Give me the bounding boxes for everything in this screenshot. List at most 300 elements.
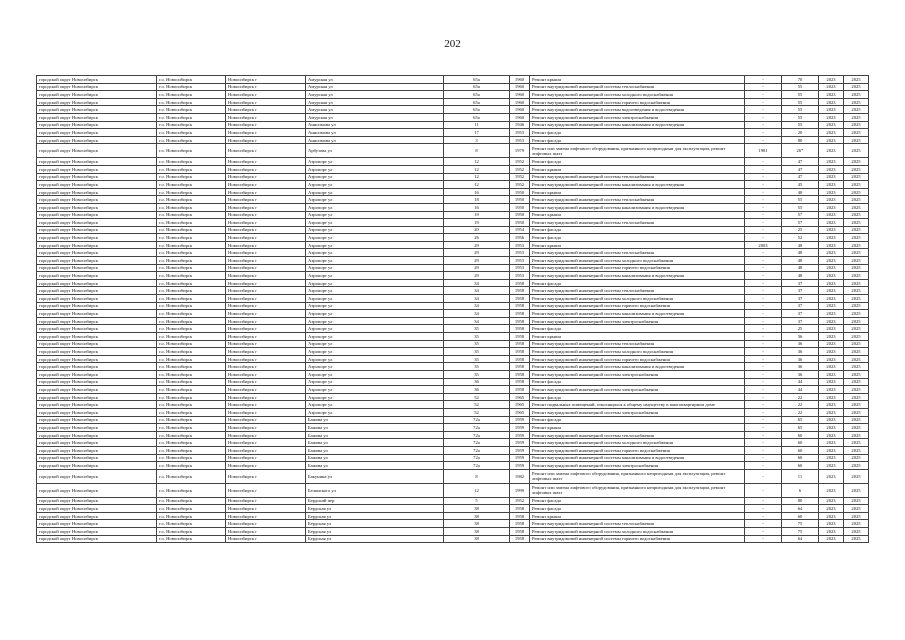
value-cell: 55: [782, 113, 819, 121]
year-from-cell: 2023: [819, 333, 844, 341]
settlement-cell: Новосибирск г: [226, 333, 306, 341]
year-from-cell: 2023: [819, 144, 844, 158]
extra-year-cell: -: [745, 340, 782, 348]
year-to-cell: 2025: [844, 279, 869, 287]
table-row: [37, 386, 869, 394]
extra-year-cell: -: [745, 505, 782, 513]
house-cell: 72а: [444, 424, 510, 432]
table-row: [37, 279, 869, 287]
year-cell: 1953: [510, 257, 530, 265]
house-cell: 52: [444, 401, 510, 409]
year-to-cell: 2025: [844, 129, 869, 137]
year-from-cell: 2023: [819, 226, 844, 234]
municipality-cell: г.о. Новосибирск: [157, 226, 226, 234]
street-cell: Аэропорт ул: [306, 302, 444, 310]
year-from-cell: 2023: [819, 348, 844, 356]
district-cell: городской округ Новосибирск: [37, 219, 157, 227]
house-cell: 65а: [444, 98, 510, 106]
year-from-cell: 2023: [819, 370, 844, 378]
table-row: [37, 431, 869, 439]
work-cell: Ремонт фасада: [530, 378, 745, 386]
value-cell: 70: [782, 76, 819, 84]
house-cell: 29: [444, 257, 510, 265]
work-cell: Ремонт фасада: [530, 325, 745, 333]
table-row: [37, 520, 869, 528]
table-row: [37, 340, 869, 348]
table-row: [37, 439, 869, 447]
work-cell: Ремонт внутридомовой инженерной системы теплоснабжения: [530, 340, 745, 348]
extra-year-cell: -: [745, 497, 782, 505]
table-row: [37, 287, 869, 295]
street-cell: Аэропорт ул: [306, 196, 444, 204]
settlement-cell: Новосибирск г: [226, 234, 306, 242]
year-from-cell: 2023: [819, 378, 844, 386]
settlement-cell: Новосибирск г: [226, 91, 306, 99]
extra-year-cell: -: [745, 287, 782, 295]
value-cell: 55: [782, 98, 819, 106]
extra-year-cell: -: [745, 483, 782, 497]
year-cell: 1958: [510, 295, 530, 303]
street-cell: Аэропорт ул: [306, 249, 444, 257]
extra-year-cell: -: [745, 520, 782, 528]
house-cell: 34: [444, 279, 510, 287]
settlement-cell: Новосибирск г: [226, 295, 306, 303]
work-cell: Ремонт внутридомовой инженерной системы канализования и водоотведения: [530, 181, 745, 189]
street-cell: Бажова ул: [306, 424, 444, 432]
house-cell: 8: [444, 469, 510, 483]
settlement-cell: Новосибирск г: [226, 129, 306, 137]
year-to-cell: 2025: [844, 355, 869, 363]
value-cell: 47: [782, 158, 819, 166]
value-cell: 52: [782, 234, 819, 242]
extra-year-cell: -: [745, 512, 782, 520]
work-cell: Ремонт фасада: [530, 226, 745, 234]
municipality-cell: г.о. Новосибирск: [157, 234, 226, 242]
street-cell: Аэропорт ул: [306, 158, 444, 166]
settlement-cell: Новосибирск г: [226, 408, 306, 416]
street-cell: Бажова ул: [306, 431, 444, 439]
extra-year-cell: -: [745, 424, 782, 432]
street-cell: Бердская ул: [306, 505, 444, 513]
municipality-cell: г.о. Новосибирск: [157, 76, 226, 84]
district-cell: городской округ Новосибирск: [37, 181, 157, 189]
municipality-cell: г.о. Новосибирск: [157, 446, 226, 454]
year-cell: 1960: [510, 113, 530, 121]
extra-year-cell: -: [745, 264, 782, 272]
value-cell: 44: [782, 378, 819, 386]
house-cell: 29: [444, 272, 510, 280]
year-cell: 1959: [510, 462, 530, 470]
street-cell: Аэропорт ул: [306, 310, 444, 318]
district-cell: городской округ Новосибирск: [37, 512, 157, 520]
year-cell: 1950: [510, 188, 530, 196]
year-to-cell: 2025: [844, 98, 869, 106]
district-cell: городской округ Новосибирск: [37, 287, 157, 295]
year-cell: 1950: [510, 203, 530, 211]
house-cell: 5: [444, 497, 510, 505]
work-cell: Ремонт внутридомовой инженерной системы канализования и водоотведения: [530, 310, 745, 318]
house-cell: 72а: [444, 454, 510, 462]
year-from-cell: 2023: [819, 129, 844, 137]
settlement-cell: Новосибирск г: [226, 325, 306, 333]
value-cell: 60: [782, 462, 819, 470]
settlement-cell: Новосибирск г: [226, 264, 306, 272]
year-to-cell: 2025: [844, 416, 869, 424]
year-cell: 1953: [510, 136, 530, 144]
settlement-cell: Новосибирск г: [226, 462, 306, 470]
street-cell: Аэропорт ул: [306, 401, 444, 409]
district-cell: городской округ Новосибирск: [37, 401, 157, 409]
street-cell: Аэропорт ул: [306, 386, 444, 394]
value-cell: 47: [782, 173, 819, 181]
municipality-cell: г.о. Новосибирск: [157, 454, 226, 462]
work-cell: Ремонт фасада: [530, 234, 745, 242]
value-cell: 37: [782, 287, 819, 295]
value-cell: 75: [782, 528, 819, 536]
value-cell: 55: [782, 106, 819, 114]
year-from-cell: 2023: [819, 393, 844, 401]
settlement-cell: Новосибирск г: [226, 173, 306, 181]
year-cell: 1953: [510, 264, 530, 272]
house-cell: 34: [444, 310, 510, 318]
house-cell: 29: [444, 241, 510, 249]
house-cell: 38: [444, 512, 510, 520]
extra-year-cell: -: [745, 98, 782, 106]
work-cell: Ремонт внутридомовой инженерной системы горячего водоснабжения: [530, 302, 745, 310]
house-cell: 34: [444, 287, 510, 295]
municipality-cell: г.о. Новосибирск: [157, 310, 226, 318]
street-cell: Аэропорт ул: [306, 181, 444, 189]
value-cell: 37: [782, 310, 819, 318]
value-cell: 36: [782, 363, 819, 371]
table-row: [37, 363, 869, 371]
year-from-cell: 2023: [819, 211, 844, 219]
district-cell: городской округ Новосибирск: [37, 393, 157, 401]
year-cell: 1960: [510, 76, 530, 84]
house-cell: 65а: [444, 113, 510, 121]
settlement-cell: Новосибирск г: [226, 165, 306, 173]
street-cell: Бакунина ул: [306, 469, 444, 483]
district-cell: городской округ Новосибирск: [37, 241, 157, 249]
table-row: [37, 454, 869, 462]
settlement-cell: Новосибирск г: [226, 203, 306, 211]
extra-year-cell: -: [745, 83, 782, 91]
year-to-cell: 2025: [844, 505, 869, 513]
value-cell: 48: [782, 249, 819, 257]
district-cell: городской округ Новосибирск: [37, 83, 157, 91]
table-row: [37, 83, 869, 91]
year-cell: 1950: [510, 196, 530, 204]
extra-year-cell: -: [745, 462, 782, 470]
house-cell: 36: [444, 386, 510, 394]
work-cell: Ремонт фасада: [530, 279, 745, 287]
settlement-cell: Новосибирск г: [226, 98, 306, 106]
extra-year-cell: -: [745, 439, 782, 447]
work-cell: Ремонт крыши: [530, 241, 745, 249]
value-cell: 55: [782, 83, 819, 91]
table-row: [37, 393, 869, 401]
year-to-cell: 2025: [844, 462, 869, 470]
district-cell: городской округ Новосибирск: [37, 378, 157, 386]
year-to-cell: 2025: [844, 512, 869, 520]
street-cell: Аэропорт ул: [306, 363, 444, 371]
value-cell: 48: [782, 241, 819, 249]
municipality-cell: г.о. Новосибирск: [157, 497, 226, 505]
municipality-cell: г.о. Новосибирск: [157, 535, 226, 543]
value-cell: 80: [782, 136, 819, 144]
year-cell: 1960: [510, 98, 530, 106]
municipality-cell: г.о. Новосибирск: [157, 483, 226, 497]
street-cell: Аэропорт ул: [306, 393, 444, 401]
table-row: [37, 219, 869, 227]
settlement-cell: Новосибирск г: [226, 401, 306, 409]
year-from-cell: 2023: [819, 505, 844, 513]
year-from-cell: 2023: [819, 181, 844, 189]
table-row: [37, 211, 869, 219]
extra-year-cell: -: [745, 528, 782, 536]
municipality-cell: г.о. Новосибирск: [157, 91, 226, 99]
year-from-cell: 2023: [819, 106, 844, 114]
table-row: [37, 203, 869, 211]
house-cell: 35: [444, 340, 510, 348]
settlement-cell: Новосибирск г: [226, 340, 306, 348]
year-cell: 1958: [510, 317, 530, 325]
value-cell: 60: [782, 431, 819, 439]
settlement-cell: Новосибирск г: [226, 497, 306, 505]
district-cell: городской округ Новосибирск: [37, 106, 157, 114]
value-cell: 11: [782, 469, 819, 483]
table-row: [37, 462, 869, 470]
extra-year-cell: -: [745, 257, 782, 265]
work-cell: Ремонт крыши: [530, 211, 745, 219]
year-cell: 1946: [510, 121, 530, 129]
table-row: [37, 113, 869, 121]
year-from-cell: 2023: [819, 416, 844, 424]
street-cell: Амурская ул: [306, 106, 444, 114]
year-from-cell: 2023: [819, 462, 844, 470]
extra-year-cell: -: [745, 196, 782, 204]
municipality-cell: г.о. Новосибирск: [157, 505, 226, 513]
settlement-cell: Новосибирск г: [226, 512, 306, 520]
year-from-cell: 2023: [819, 355, 844, 363]
work-cell: Ремонт внутридомовой инженерной системы канализования и водоотведения: [530, 363, 745, 371]
house-cell: 16: [444, 203, 510, 211]
street-cell: Амурская ул: [306, 76, 444, 84]
house-cell: 34: [444, 317, 510, 325]
extra-year-cell: -: [745, 363, 782, 371]
street-cell: Аэропорт ул: [306, 370, 444, 378]
year-cell: 1958: [510, 378, 530, 386]
settlement-cell: Новосибирск г: [226, 355, 306, 363]
year-cell: 1958: [510, 528, 530, 536]
work-cell: Ремонт внутридомовой инженерной системы водоотведения и водоотведения: [530, 106, 745, 114]
house-cell: 18: [444, 196, 510, 204]
district-cell: городской округ Новосибирск: [37, 431, 157, 439]
work-cell: Ремонт подвальных помещений, относящихся к общему имуществу в многоквартирном доме: [530, 401, 745, 409]
table-row: [37, 535, 869, 543]
municipality-cell: г.о. Новосибирск: [157, 173, 226, 181]
street-cell: Аэропорт ул: [306, 355, 444, 363]
year-to-cell: 2025: [844, 333, 869, 341]
year-cell: 1965: [510, 408, 530, 416]
year-from-cell: 2023: [819, 165, 844, 173]
house-cell: 17: [444, 129, 510, 137]
year-to-cell: 2025: [844, 287, 869, 295]
district-cell: городской округ Новосибирск: [37, 113, 157, 121]
year-cell: 1953: [510, 249, 530, 257]
work-cell: Ремонт внутридомовой инженерной системы электроснабжения: [530, 386, 745, 394]
settlement-cell: Новосибирск г: [226, 363, 306, 371]
municipality-cell: г.о. Новосибирск: [157, 355, 226, 363]
table-row: [37, 98, 869, 106]
year-to-cell: 2025: [844, 363, 869, 371]
house-cell: 72а: [444, 439, 510, 447]
year-cell: 1958: [510, 363, 530, 371]
year-cell: 1954: [510, 226, 530, 234]
district-cell: городской округ Новосибирск: [37, 462, 157, 470]
year-to-cell: 2025: [844, 257, 869, 265]
street-cell: Аэропорт ул: [306, 188, 444, 196]
year-to-cell: 2025: [844, 272, 869, 280]
work-cell: Ремонт или замена лифтового оборудования, признанного непригодным для эксплуатации, ремонт лифтовых шахт: [530, 469, 745, 483]
street-cell: Аэропорт ул: [306, 340, 444, 348]
year-cell: 1960: [510, 83, 530, 91]
work-cell: Ремонт внутридомовой инженерной системы теплоснабжения: [530, 196, 745, 204]
value-cell: 55: [782, 91, 819, 99]
extra-year-cell: -: [745, 469, 782, 483]
work-cell: Ремонт крыши: [530, 188, 745, 196]
year-to-cell: 2025: [844, 325, 869, 333]
value-cell: 75: [782, 520, 819, 528]
year-to-cell: 2025: [844, 520, 869, 528]
year-from-cell: 2023: [819, 401, 844, 409]
year-to-cell: 2025: [844, 249, 869, 257]
value-cell: 20: [782, 129, 819, 137]
extra-year-cell: -: [745, 249, 782, 257]
district-cell: городской округ Новосибирск: [37, 158, 157, 166]
table-body: [37, 76, 869, 543]
street-cell: Амурская ул: [306, 91, 444, 99]
value-cell: 6: [782, 483, 819, 497]
work-cell: Ремонт внутридомовой инженерной системы канализования и водоотведения: [530, 121, 745, 129]
year-from-cell: 2023: [819, 497, 844, 505]
municipality-cell: г.о. Новосибирск: [157, 241, 226, 249]
table-row: [37, 325, 869, 333]
municipality-cell: г.о. Новосибирск: [157, 272, 226, 280]
work-cell: Ремонт внутридомовой инженерной системы холодного водоснабжения: [530, 439, 745, 447]
extra-year-cell: 2003: [745, 241, 782, 249]
year-cell: 1952: [510, 173, 530, 181]
table-row: [37, 121, 869, 129]
district-cell: городской округ Новосибирск: [37, 348, 157, 356]
house-cell: 38: [444, 505, 510, 513]
value-cell: 60: [782, 446, 819, 454]
district-cell: городской округ Новосибирск: [37, 454, 157, 462]
work-cell: Ремонт фасада: [530, 158, 745, 166]
value-cell: 48: [782, 272, 819, 280]
settlement-cell: Новосибирск г: [226, 370, 306, 378]
settlement-cell: Новосибирск г: [226, 439, 306, 447]
value-cell: 36: [782, 355, 819, 363]
municipality-cell: г.о. Новосибирск: [157, 386, 226, 394]
year-to-cell: 2025: [844, 144, 869, 158]
table-row: [37, 348, 869, 356]
table-row: [37, 424, 869, 432]
house-cell: 35: [444, 348, 510, 356]
work-cell: Ремонт внутридомовой инженерной системы теплоснабжения: [530, 173, 745, 181]
house-cell: 3: [444, 136, 510, 144]
municipality-cell: г.о. Новосибирск: [157, 439, 226, 447]
year-cell: 1979: [510, 144, 530, 158]
year-to-cell: 2025: [844, 431, 869, 439]
table-row: [37, 249, 869, 257]
extra-year-cell: -: [745, 454, 782, 462]
municipality-cell: г.о. Новосибирск: [157, 83, 226, 91]
house-cell: 35: [444, 363, 510, 371]
year-to-cell: 2025: [844, 317, 869, 325]
value-cell: 22: [782, 401, 819, 409]
street-cell: Аэропорт ул: [306, 234, 444, 242]
district-cell: городской округ Новосибирск: [37, 483, 157, 497]
settlement-cell: Новосибирск г: [226, 520, 306, 528]
year-from-cell: 2023: [819, 91, 844, 99]
house-cell: 52: [444, 393, 510, 401]
work-cell: Ремонт фасада: [530, 136, 745, 144]
extra-year-cell: -: [745, 121, 782, 129]
district-cell: городской округ Новосибирск: [37, 226, 157, 234]
value-cell: 64: [782, 505, 819, 513]
settlement-cell: Новосибирск г: [226, 505, 306, 513]
year-from-cell: 2023: [819, 203, 844, 211]
table-row: [37, 272, 869, 280]
settlement-cell: Новосибирск г: [226, 219, 306, 227]
street-cell: Аэропорт ул: [306, 165, 444, 173]
extra-year-cell: -: [745, 325, 782, 333]
table-row: [37, 446, 869, 454]
street-cell: Амурская ул: [306, 113, 444, 121]
year-cell: 1960: [510, 91, 530, 99]
work-cell: Ремонт фасада: [530, 129, 745, 137]
year-cell: 1982: [510, 469, 530, 483]
year-cell: 1959: [510, 424, 530, 432]
year-from-cell: 2023: [819, 173, 844, 181]
municipality-cell: г.о. Новосибирск: [157, 158, 226, 166]
table-row: [37, 317, 869, 325]
year-cell: 1959: [510, 439, 530, 447]
year-to-cell: 2025: [844, 535, 869, 543]
extra-year-cell: -: [745, 91, 782, 99]
settlement-cell: Новосибирск г: [226, 386, 306, 394]
work-cell: Ремонт внутридомовой инженерной системы холодного водоснабжения: [530, 295, 745, 303]
extra-year-cell: -: [745, 203, 782, 211]
year-to-cell: 2025: [844, 302, 869, 310]
street-cell: Аэропорт ул: [306, 264, 444, 272]
extra-year-cell: -: [745, 416, 782, 424]
work-cell: Ремонт внутридомовой инженерной системы теплоснабжения: [530, 520, 745, 528]
settlement-cell: Новосибирск г: [226, 241, 306, 249]
settlement-cell: Новосибирск г: [226, 348, 306, 356]
municipality-cell: г.о. Новосибирск: [157, 424, 226, 432]
year-cell: 1958: [510, 520, 530, 528]
table-row: [37, 378, 869, 386]
year-from-cell: 2023: [819, 528, 844, 536]
district-cell: городской округ Новосибирск: [37, 497, 157, 505]
municipality-cell: г.о. Новосибирск: [157, 181, 226, 189]
extra-year-cell: -: [745, 129, 782, 137]
year-cell: 1958: [510, 302, 530, 310]
street-cell: Аэропорт ул: [306, 408, 444, 416]
year-to-cell: 2025: [844, 446, 869, 454]
